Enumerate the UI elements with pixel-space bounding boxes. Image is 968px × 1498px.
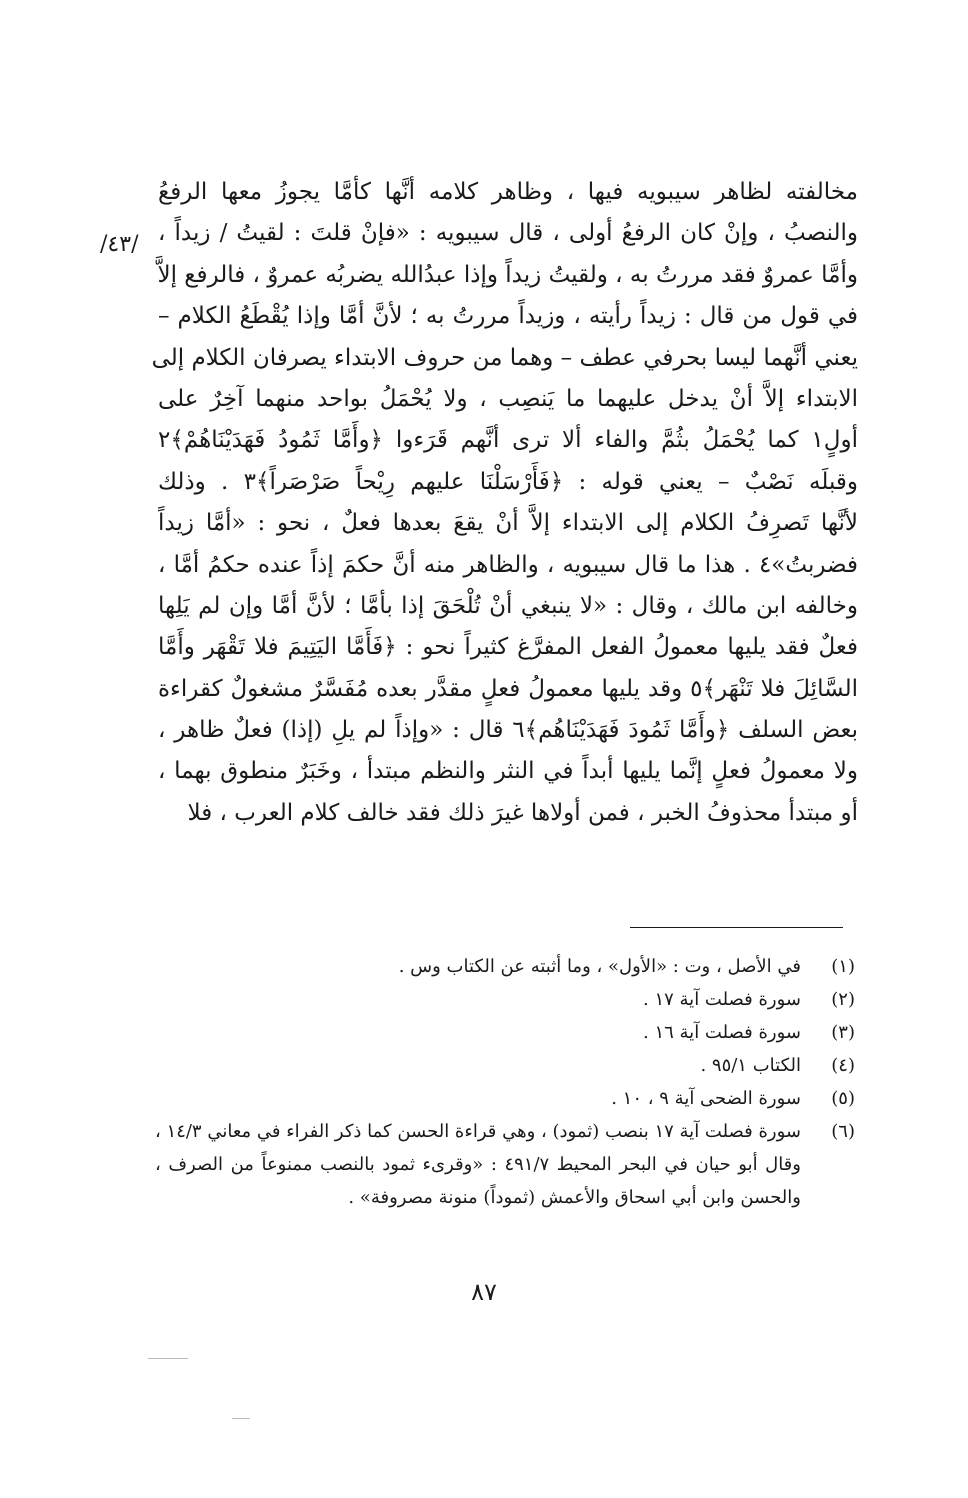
footnote	[175, 950, 855, 983]
page-number: ٨٧	[471, 1278, 497, 1306]
text-line: فعلٌ فقد يليها معمولُ الفعل المفرَّغ كثيراً نحو : ﴿فَأَمَّا اليَتِيمَ فلا تَقْهَر وأَمَّا	[158, 634, 858, 661]
text-line: مخالفته لظاهر سيبويه فيها ، وظاهر كلامه أنَّها كأمَّا يجوزُ معها الرفعُ	[158, 179, 858, 205]
footnote-number: (٦)	[831, 1121, 855, 1142]
footnote-text: سورة فصلت آية ١٧ .	[643, 989, 801, 1010]
text-line: الابتداء إلاَّ أنْ يدخل عليهما ما يَنصِب ، ولا يُحْمَلُ بواحد منهما آخِرٌ على	[158, 385, 858, 412]
footnote-text: وقال أبو حيان في البحر المحيط ٤٩١/٧ : «وقرىء ثمود بالنصب ممنوعاً من الصرف ،	[155, 1154, 801, 1175]
text-line: أولٍ١ كما يُحْمَلُ بثُمَّ والفاء ألا ترى أنَّهم قَرَءوا ﴿وأَمَّا ثَمُودُ فَهَدَيْنَاهُمْ﴾٢	[158, 427, 858, 454]
text-line: وقبلَه نَصْبٌ – يعني قوله : ﴿فَأَرْسَلْنَا عليهم رِيْحاً صَرْصَراً﴾٣ . وذلك	[158, 468, 858, 495]
footnote-number: (٤)	[831, 1055, 855, 1076]
text-line: فضربتُ»٤ . هذا ما قال سيبويه ، والظاهر منه أنَّ حكمَ إذاً عنده حكمُ أمَّا ،	[158, 551, 858, 578]
footnote-text: في الأصل ، وت : «الأول» ، وما أثبته عن الكتاب وس .	[398, 956, 801, 977]
footnote	[175, 1049, 855, 1082]
footnote-text: والحسن وابن أبي اسحاق والأعمش (ثموداً) منونة مصروفة» .	[348, 1187, 801, 1208]
footnote-number: (٥)	[831, 1088, 855, 1109]
margin-page-reference: /٤٣/	[100, 232, 139, 257]
footnote-number: (٣)	[831, 1022, 855, 1043]
text-line: بعض السلف ﴿وأَمَّا ثَمُودَ فَهَدَيْنَاهُم﴾٦ قال : «وإذاً لم يلِ (إذا) فعلٌ ظاهر ،	[158, 717, 858, 744]
text-line: وأمَّا عمروٌ فقد مررتُ به ، ولقيتُ زيداً وإذا عبدُالله يضربُه عمروٌ ، فالرفع إلاَّ	[157, 261, 858, 288]
footnote	[175, 983, 855, 1016]
footnote-separator	[630, 927, 843, 928]
text-line: أو مبتدأ محذوفُ الخبر ، فمن أولاها غيرَ ذلك فقد خالف كلام العرب ، فلا	[187, 799, 858, 826]
text-line: في قول من قال : زيداً رأيته ، وزيداً مررتُ به ؛ لأنَّ أمَّا وإذا يُقْطَعُ الكلام –	[158, 303, 858, 330]
footnotes	[155, 950, 855, 1214]
text-line: لأنَّها تَصرِفُ الكلام إلى الابتداء إلاَّ أنْ يقعَ بعدها فعلٌ ، نحو : «أمَّا زيداً	[158, 510, 858, 537]
footnote-text: سورة فصلت آية ١٦ .	[643, 1022, 801, 1043]
footnote	[175, 1082, 855, 1115]
text-line: وخالفه ابن مالك ، وقال : «لا ينبغي أنْ تُلْحَقَ إذا بأمَّا ؛ لأنَّ أمَّا وإن لم يَلِها	[158, 592, 858, 619]
footnote-text: سورة فصلت آية ١٧ بنصب (ثمود) ، وهي قراءة الحسن كما ذكر الفراء في معاني ١٤/٣ ،	[155, 1121, 801, 1142]
text-line: يعني أنَّهما ليسا بحرفي عطف – وهما من حروف الابتداء يصرفان الكلام إلى	[151, 344, 858, 371]
footnote-text: سورة الضحى آية ٩ ، ١٠ .	[611, 1088, 801, 1109]
footnote	[175, 1016, 855, 1049]
main-text	[151, 172, 859, 834]
text-line: السَّائِلَ فلا تَنْهَر﴾٥ وقد يليها معمولُ فعلٍ مقدَّر بعده مُفَسَّرٌ مشغولٌ كقراءة	[158, 675, 859, 702]
text-line: والنصبُ ، وإنْ كان الرفعُ أولى ، قال سيبويه : «فإنْ قلتَ : لقيتُ / زيداً ،	[158, 220, 858, 247]
footnote-number: (١)	[831, 956, 855, 977]
footnote-number: (٢)	[831, 989, 855, 1010]
scan-speck	[148, 1358, 188, 1359]
footnote-text: الكتاب ٩٥/١ .	[700, 1055, 801, 1076]
scan-speck	[232, 1418, 250, 1419]
text-line: ولا معمولُ فعلٍ إنَّما يليها أبداً في النثر والنظم مبتدأ ، وخَبَرٌ منطوق بهما ،	[158, 758, 858, 785]
footnote	[155, 1115, 855, 1214]
